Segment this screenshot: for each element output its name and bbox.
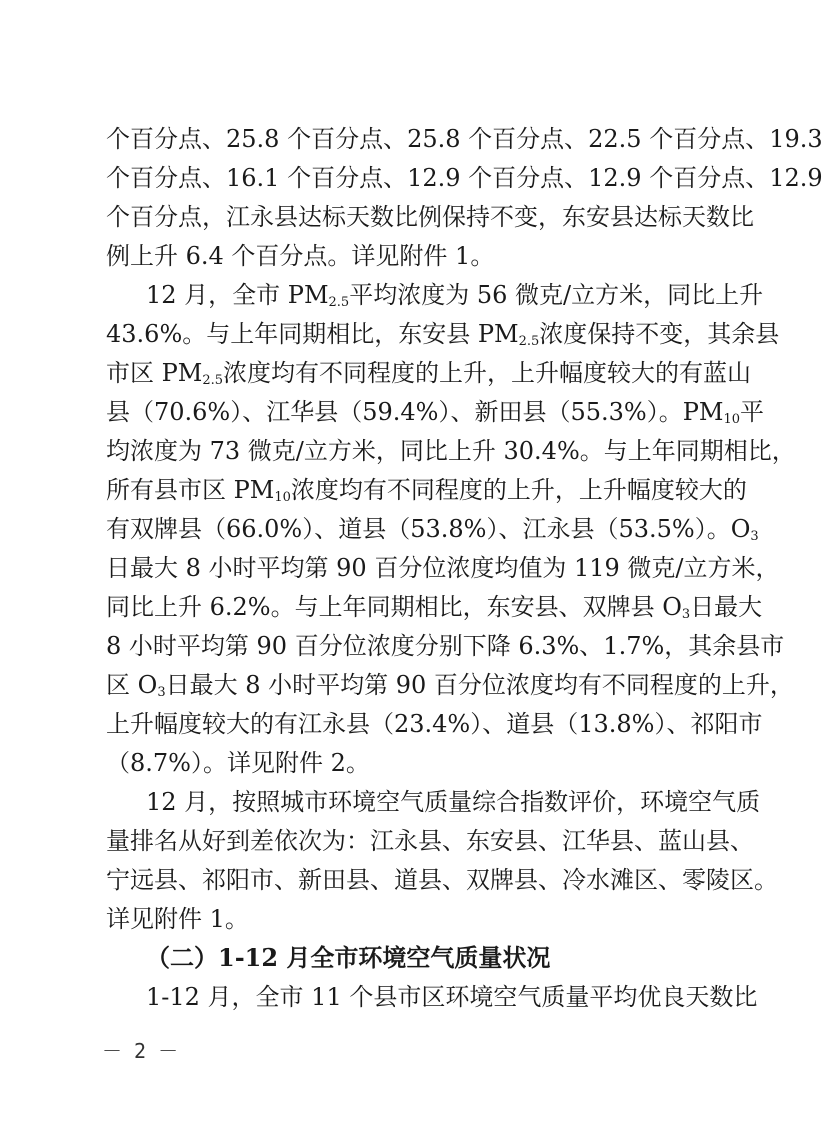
text-line: 43.6%。与上年同期相比，东安县 $PM_{2.5}$浓度保持不变，其余县 [106, 320, 780, 349]
text-line: 12 月，全市 $PM_{2.5}$平均浓度为 56 微克/立方米，同比上升 [146, 281, 764, 310]
text-line: 12 月，按照城市环境空气质量综合指数评价，环境空气质 [146, 788, 761, 816]
text-line: 1-12 月，全市 11 个县市区环境空气质量平均优良天数比 [146, 983, 758, 1011]
text-line: 有双牌县（66.0%）、道县（53.8%）、江永县（53.5%）。$O_3$ [106, 515, 759, 544]
text-line: 宁远县、祁阳市、新田县、道县、双牌县、冷水滩区、零陵区。 [106, 866, 778, 894]
text-line: （8.7%）。详见附件 2。 [106, 749, 370, 777]
text-line: 例上升 6.4 个百分点。详见附件 1。 [106, 242, 495, 270]
section-heading: （二）1-12 月全市环境空气质量状况 [146, 943, 551, 972]
text-line: 详见附件 1。 [106, 905, 249, 933]
text-line: 量排名从好到差依次为：江永县、东安县、江华县、蓝山县、 [106, 827, 754, 855]
text-line: 个百分点、16.1 个百分点、12.9 个百分点、12.9 个百分点、12.9 [106, 164, 823, 192]
page-number: － 2 － [102, 1039, 179, 1063]
text-line: 8 小时平均第 90 百分位浓度分别下降 6.3%、1.7%，其余县市 [106, 632, 785, 660]
text-line: 个百分点，江永县达标天数比例保持不变，东安县达标天数比 [106, 203, 754, 231]
text-line: 所有县市区 $PM_{10}$浓度均有不同程度的上升，上升幅度较大的 [106, 476, 747, 505]
text-line: 个百分点、25.8 个百分点、25.8 个百分点、22.5 个百分点、19.3 [106, 125, 823, 153]
text-line: 均浓度为 73 微克/立方米，同比上升 30.4%。与上年同期相比， [106, 437, 796, 465]
text-line: 市区 $PM_{2.5}$浓度均有不同程度的上升，上升幅度较大的有蓝山 [106, 359, 752, 388]
text-line: 县（70.6%）、江华县（59.4%）、新田县（55.3%）。$PM_{10}$平 [106, 398, 764, 427]
text-line: 区 $O_3$日最大 8 小时平均第 90 百分位浓度均有不同程度的上升， [106, 671, 794, 700]
text-line: 同比上升 6.2%。与上年同期相比，东安县、双牌县 $O_3$日最大 [106, 593, 763, 622]
text-line: 上升幅度较大的有江永县（23.4%）、道县（13.8%）、祁阳市 [106, 710, 763, 738]
text-line: 日最大 8 小时平均第 90 百分位浓度均值为 119 微克/立方米， [106, 554, 780, 582]
